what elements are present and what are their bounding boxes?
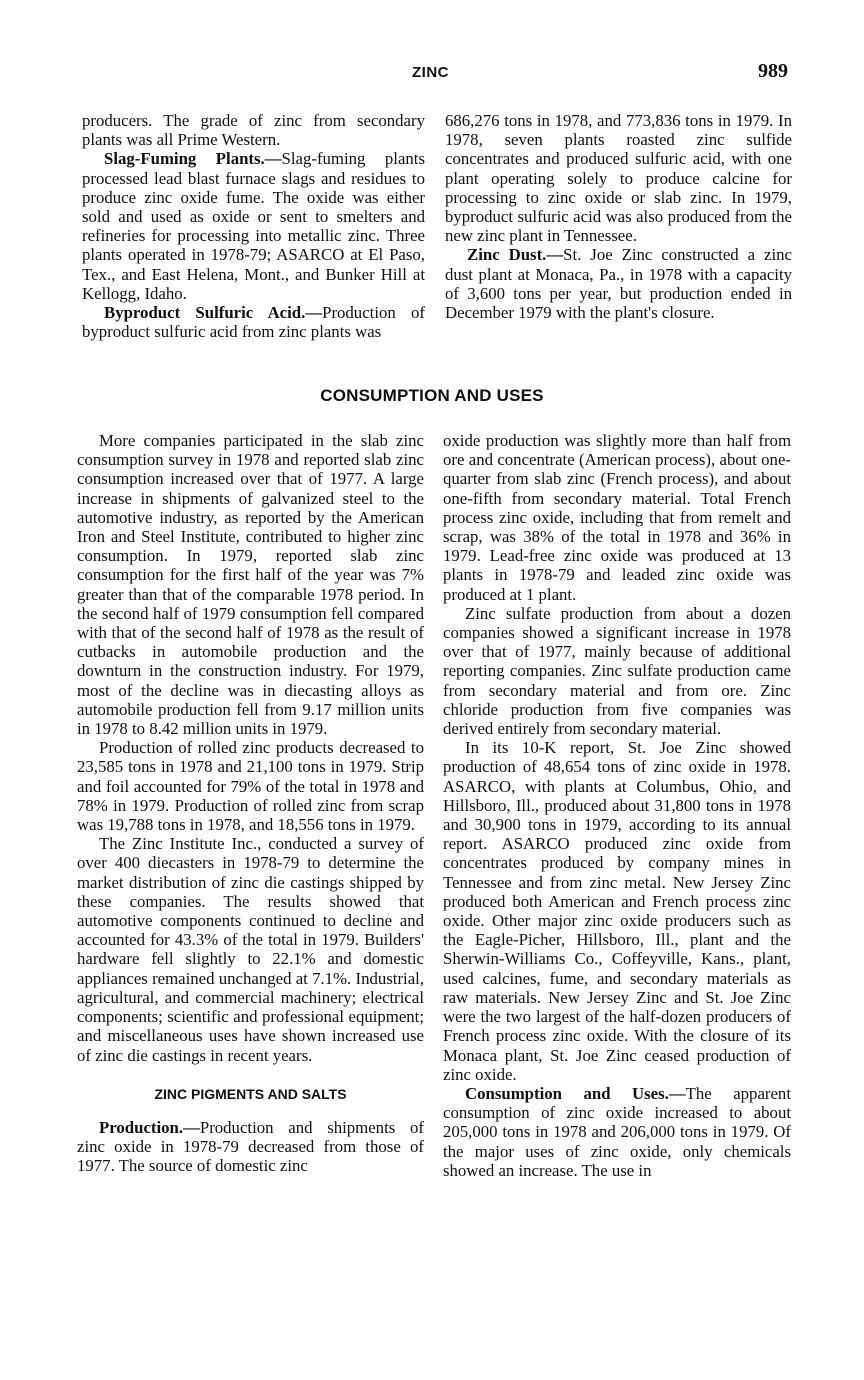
- paragraph: The Zinc Institute Inc., conducted a survey of over 400 diecasters in 1978-79 to determine the market distribution of zinc die castings shipped by these companies. The results showed that automotive components continued to decline and accounted for 43.3% of the total in 1979. Builders' hardware fell slightly to 22.1% and domestic appliances remained unchanged at 7.1%. Industrial, agricultural, and commercial machinery; electrical components; scientific and professional equipment; and miscellaneous uses have shown increased use of zinc die castings in recent years.: [77, 834, 424, 1065]
- paragraph: producers. The grade of zinc from secondary plants was all Prime Western.: [82, 111, 425, 150]
- paragraph-body: Production of byproduct sulfuric acid from zinc plants was: [82, 303, 425, 342]
- paragraph: Zinc sulfate production from about a dozen companies showed a significant increase in 1978 over that of 1977, mainly because of additional reporting companies. Zinc sulfate production came from secondary material and from ore. Zinc chloride production from five companies was derived entirely from secondary material.: [443, 603, 791, 739]
- paragraph-body: The apparent consumption of zinc oxide increased to about 205,000 tons in 1978 and 206,000 tons in 1979. Of the major uses of zinc oxide, only chemicals showed an increase. The use in: [443, 1083, 791, 1180]
- running-title: ZINC: [412, 64, 449, 81]
- run-in-heading: Zinc Dust.—: [467, 245, 564, 265]
- top-left-column: [82, 111, 425, 341]
- paragraph-zinc-dust: [445, 245, 792, 322]
- sub-heading: ZINC PIGMENTS AND SALTS: [154, 1085, 347, 1102]
- paragraph-slag-fuming: [82, 149, 425, 303]
- paragraph: oxide production was slightly more than half from ore and concentrate (American process), about one-quarter from slab zinc (French process), and about one-fifth from secondary material. Total French process zinc oxide, including that from remelt and scrap, was 38% of the total in 1978 and 36% in 1979. Lead-free zinc oxide was produced at 13 plants in 1978-79 and leaded zinc oxide was produced at 1 plant.: [443, 431, 791, 604]
- paragraph-body: St. Joe Zinc constructed a zinc dust plant at Monaca, Pa., in 1978 with a capacity of 3,600 tons per year, but production ended in December 1979 with the plant's closure.: [445, 245, 792, 323]
- bottom-right-column: [443, 431, 791, 1180]
- section-heading: CONSUMPTION AND USES: [320, 386, 544, 405]
- run-in-heading: Byproduct Sulfuric Acid.—: [104, 303, 323, 323]
- bottom-left-column: [77, 431, 424, 1176]
- paragraph-consumption-and-uses: [443, 1084, 791, 1180]
- top-right-column: [445, 111, 792, 322]
- paragraph-body: Production and shipments of zinc oxide in 1978-79 decreased from those of 1977. The source of domestic zinc: [77, 1117, 424, 1176]
- paragraph: 686,276 tons in 1978, and 773,836 tons in 1979. In 1978, seven plants roasted zinc sulfide concentrates and produced sulfuric acid, with one plant operating solely to produce calcine for processing to zinc oxide or slab zinc. In 1979, byproduct sulfuric acid was also produced from the new zinc plant in Tennessee.: [445, 111, 792, 246]
- running-head: [0, 60, 864, 86]
- page-number: 989: [758, 60, 788, 82]
- paragraph-body: Slag-fuming plants processed lead blast furnace slags and residues to produce zinc oxide fume. The oxide was either sold and used as oxide or sent to smelters and refineries for processing into metallic zinc. Three plants operated in 1978-79; ASARCO at El Paso, Tex., and East Helena, Mont., and Bunker Hill at Kellogg, Idaho.: [82, 149, 425, 303]
- run-in-heading: Slag-Fuming Plants.—: [104, 149, 282, 169]
- paragraph: More companies participated in the slab zinc consumption survey in 1978 and reported slab zinc consumption increased over that of 1977. A large increase in shipments of galvanized steel to the automotive industry, as reported by the American Iron and Steel Institute, contributed to higher zinc consumption. In 1979, reported slab zinc consumption for the first half of the year was 7% greater than that of the comparable 1978 period. In the second half of 1979 consumption fell compared with that of the second half of 1978 as the result of cutbacks in automobile production and the downturn in the construction industry. For 1979, most of the decline was in diecasting alloys as automobile production fell from 9.17 million units in 1978 to 8.42 million units in 1979.: [77, 431, 424, 739]
- run-in-heading: Consumption and Uses.—: [465, 1083, 686, 1103]
- paragraph-byproduct-sulfuric-acid: [82, 303, 425, 341]
- paragraph: In its 10-K report, St. Joe Zinc showed production of 48,654 tons of zinc oxide in 1978. ASARCO, with plants at Columbus, Ohio, and Hillsboro, Ill., produced about 31,800 tons in 1978 and 30,900 tons in 1979, according to its annual report. ASARCO produced zinc oxide from concentrates produced by company mines in Tennessee and from zinc metal. New Jersey Zinc produced both American and French process zinc oxide. Other major zinc oxide producers such as the Eagle-Picher, Hillsboro, Ill., plant and the Sherwin-Williams Co., Coffeyville, Kans., plant, used calcines, fume, and secondary materials as raw materials. New Jersey Zinc and St. Joe Zinc were the two largest of the half-dozen producers of French process zinc oxide. With the closure of its Monaca plant, St. Joe Zinc ceased production of zinc oxide.: [443, 738, 791, 1084]
- paragraph: Production of rolled zinc products decreased to 23,585 tons in 1978 and 21,100 tons in 1979. Strip and foil accounted for 79% of the total in 1978 and 78% in 1979. Production of rolled zinc from scrap was 19,788 tons in 1978, and 18,556 tons in 1979.: [77, 738, 424, 835]
- paragraph-production: [77, 1118, 424, 1176]
- run-in-heading: Production.—: [99, 1117, 200, 1137]
